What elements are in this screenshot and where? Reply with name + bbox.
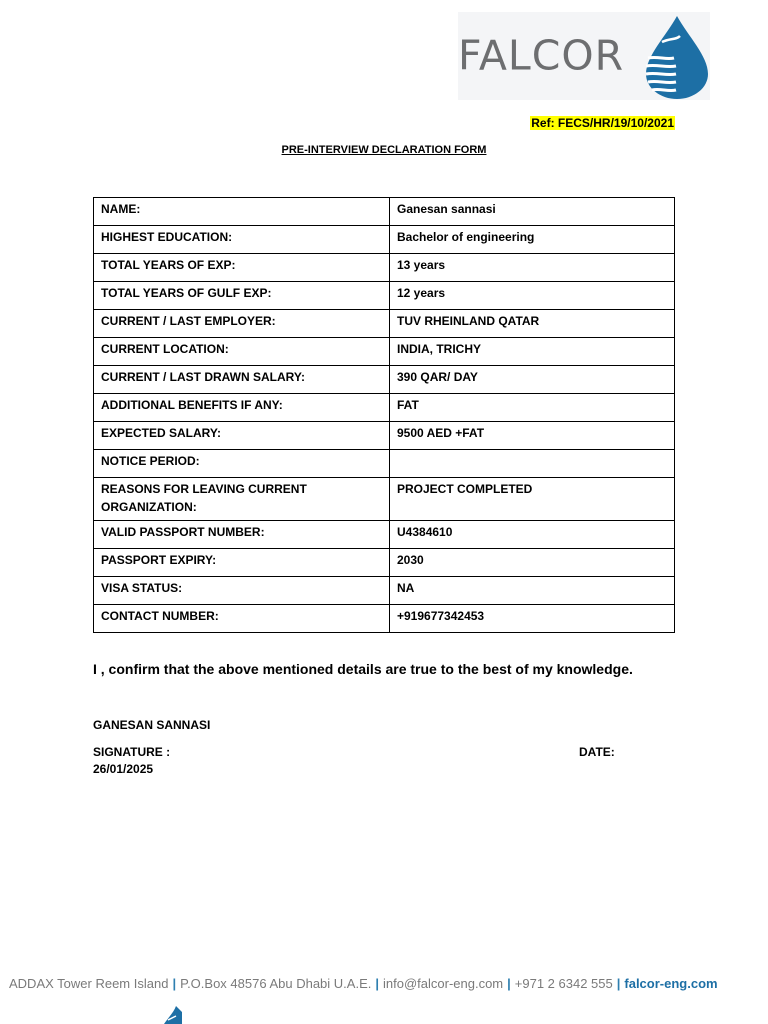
field-value: Ganesan sannasi xyxy=(390,198,675,226)
confirmation-statement: I , confirm that the above mentioned details are true to the best of my knowledge. xyxy=(93,661,633,677)
footer-separator: | xyxy=(375,976,379,991)
table-row xyxy=(94,450,675,478)
field-value xyxy=(390,450,675,478)
footer-email[interactable]: info@falcor-eng.com xyxy=(383,976,504,991)
footer-phone: +971 2 6342 555 xyxy=(514,976,613,991)
declarant-name: GANESAN SANNASI xyxy=(93,718,211,732)
form-title: PRE-INTERVIEW DECLARATION FORM xyxy=(281,144,487,156)
table-row xyxy=(94,549,675,577)
footer-website[interactable]: falcor-eng.com xyxy=(624,976,718,991)
field-label: EXPECTED SALARY: xyxy=(94,422,390,450)
field-label: PASSPORT EXPIRY: xyxy=(94,549,390,577)
field-label: TOTAL YEARS OF GULF EXP: xyxy=(94,282,390,310)
table-row xyxy=(94,226,675,254)
date-label: DATE: xyxy=(579,745,615,759)
table-row xyxy=(94,521,675,549)
field-value: 13 years xyxy=(390,254,675,282)
field-label: TOTAL YEARS OF EXP: xyxy=(94,254,390,282)
field-label: HIGHEST EDUCATION: xyxy=(94,226,390,254)
field-value: U4384610 xyxy=(390,521,675,549)
field-value: INDIA, TRICHY xyxy=(390,338,675,366)
table-row xyxy=(94,282,675,310)
field-value: 12 years xyxy=(390,282,675,310)
water-drop-icon xyxy=(644,14,710,100)
field-value: Bachelor of engineering xyxy=(390,226,675,254)
footer-po-box: P.O.Box 48576 Abu Dhabi U.A.E. xyxy=(180,976,372,991)
field-value: TUV RHEINLAND QATAR xyxy=(390,310,675,338)
field-value: PROJECT COMPLETED xyxy=(390,478,675,521)
field-label: CURRENT / LAST EMPLOYER: xyxy=(94,310,390,338)
signature-label: SIGNATURE : xyxy=(93,745,171,759)
field-value: FAT xyxy=(390,394,675,422)
water-drop-icon xyxy=(162,1006,182,1024)
field-label: CURRENT / LAST DRAWN SALARY: xyxy=(94,366,390,394)
footer-separator: | xyxy=(507,976,511,991)
table-row xyxy=(94,577,675,605)
logo-text: FALCOR xyxy=(458,31,625,80)
page-footer xyxy=(9,976,718,991)
field-label: ADDITIONAL BENEFITS IF ANY: xyxy=(94,394,390,422)
table-row xyxy=(94,310,675,338)
field-label: CURRENT LOCATION: xyxy=(94,338,390,366)
date-value: 26/01/2025 xyxy=(93,762,154,776)
field-label: VISA STATUS: xyxy=(94,577,390,605)
field-value: 9500 AED +FAT xyxy=(390,422,675,450)
field-label: CONTACT NUMBER: xyxy=(94,605,390,633)
table-row xyxy=(94,605,675,633)
table-row xyxy=(94,254,675,282)
field-label: REASONS FOR LEAVING CURRENT ORGANIZATION: xyxy=(94,478,390,521)
table-row xyxy=(94,198,675,226)
company-logo xyxy=(458,12,710,100)
footer-separator: | xyxy=(172,976,177,991)
table-row xyxy=(94,394,675,422)
table-row xyxy=(94,422,675,450)
table-row xyxy=(94,338,675,366)
field-value: 2030 xyxy=(390,549,675,577)
field-value: NA xyxy=(390,577,675,605)
field-value: 390 QAR/ DAY xyxy=(390,366,675,394)
footer-separator: | xyxy=(616,976,621,991)
field-value: +919677342453 xyxy=(390,605,675,633)
footer-address: ADDAX Tower Reem Island xyxy=(9,976,169,991)
reference-number: Ref: FECS/HR/19/10/2021 xyxy=(531,116,674,130)
field-label: VALID PASSPORT NUMBER: xyxy=(94,521,390,549)
table-row xyxy=(94,366,675,394)
field-label: NOTICE PERIOD: xyxy=(94,450,390,478)
field-label: NAME: xyxy=(94,198,390,226)
declaration-table xyxy=(93,197,675,633)
table-row xyxy=(94,478,675,521)
